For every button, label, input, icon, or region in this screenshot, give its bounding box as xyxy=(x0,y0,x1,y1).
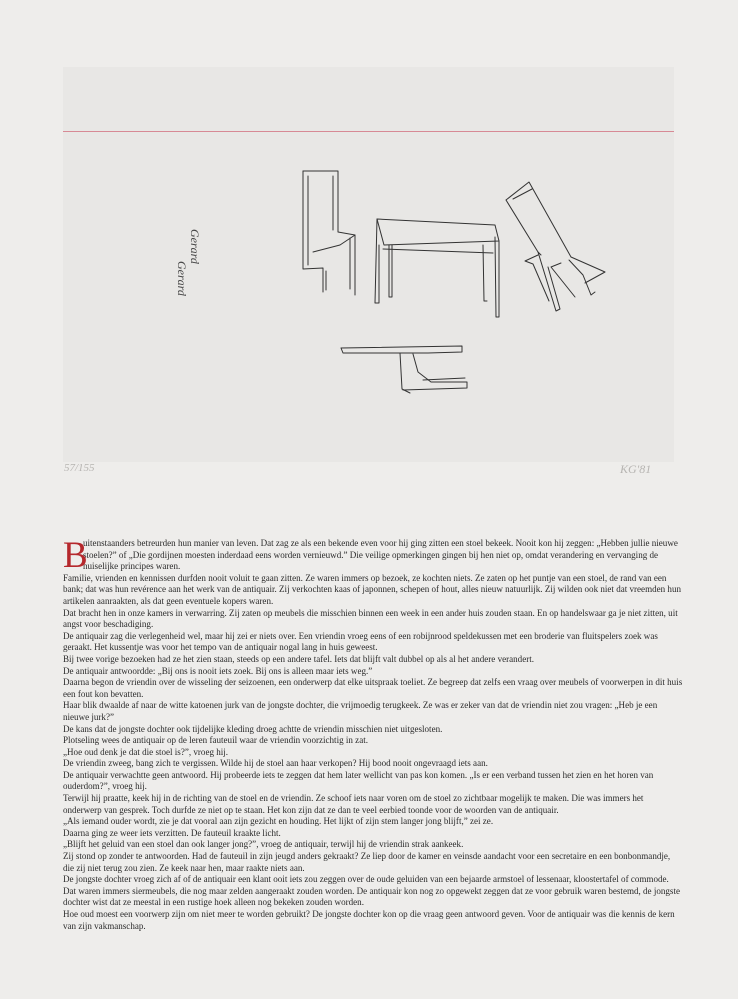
paragraph: Dat bracht hen in onze kamers in verwarring. Zij zaten op meubels die misschien binnen een week in een ander huis zouden staan. En op handelswaar ga je niet zitten, uit angst voor beschadiging. xyxy=(63,607,678,630)
handwriting xyxy=(175,229,202,297)
paragraph-text: uitenstaanders betreurden hun manier van leven. Dat zag ze als een bekende even voor hij ging zitten een stoel bekeek. Nooit kon hij zeggen: „Hebben jullie nieuwe stoelen?” of „Die gordijnen moesten inderdaad eens worden vernieuwd.” Die veilige opmerkingen gingen bij hen niet op, omdat verandering en vervanging de huiselijke principes waren. xyxy=(83,538,678,572)
edition-number: 57/155 xyxy=(64,462,95,474)
artist-signature: KG'81 xyxy=(620,462,652,476)
story-text xyxy=(63,535,683,932)
paragraph: „Hoe oud denk je dat die stoel is?”, vroeg hij. xyxy=(63,746,229,757)
paragraph: De antiquair verwachtte geen antwoord. Hij probeerde iets te zeggen dat hem later wellicht van pas kon komen. „Is er een verband tussen het zien en het horen van ouderdom?”, vroeg hij. xyxy=(63,769,654,792)
chair-lying xyxy=(341,346,467,393)
paragraph: Daarna ging ze weer iets verzitten. De fauteuil kraakte licht. xyxy=(63,827,281,838)
paragraph: „Als iemand ouder wordt, zie je dat vooral aan zijn gezicht en houding. Het lijkt of zijn stem langer jong blijft,” zei ze. xyxy=(63,816,494,827)
paragraph: Bij twee vorige bezoeken had ze het zien staan, steeds op een andere tafel. Iets dat blijft valt dubbel op als al het andere verandert. xyxy=(63,653,534,664)
paragraph: Dat waren immers siermeubels, die nog maar zelden aangeraakt zouden worden. De antiquair kon nog zo opgewekt zeggen dat ze voor gebruik waren bestemd, de jongste dochter wist dat ze meestal in een rustige hoek alleen nog bekeken zouden worden. xyxy=(63,885,680,908)
paragraph: Haar blik dwaalde af naar de witte katoenen jurk van de jongste dochter, die vrijmoedig terugkeek. Ze was er zeker van dat de vriendin niet zou vragen: „Heb je een nieuwe jurk?” xyxy=(63,700,658,722)
paragraph: De kans dat de jongste dochter ook tijdelijke kleding droeg achtte de vriendin misschien niet uitgesloten. xyxy=(63,723,443,734)
paragraph xyxy=(63,535,683,576)
handwriting-2: Gerard xyxy=(175,261,189,296)
paragraph: De jongste dochter vroeg zich af of de antiquair een klant ooit iets zou zeggen over de oude geluiden van een bejaarde armstoel of lessenaar, kloostertafel of commode. xyxy=(63,874,669,885)
handwriting-1: Gerard xyxy=(188,229,202,264)
paragraph: Hoe oud moest een voorwerp zijn om niet meer te worden gebruikt? De jongste dochter kon op die vraag geen antwoord geven. Voor de antiquair was die kennis de kern van zijn vakmanschap. xyxy=(63,909,675,931)
paragraph: Zij stond op zonder te antwoorden. Had de fauteuil in zijn jeugd anders gekraakt? Ze liep door de kamer en veinsde aandacht voor een secretaire en een bonbonmandje, die zij niet terug zou zien. Ze keek naar hen, maar raakte niets aan. xyxy=(63,851,671,873)
chair-tipped xyxy=(506,182,605,311)
paragraph: Daarna begon de vriendin over de wisseling der seizoenen, een onderwerp dat elke uitspraak toeliet. Ze begreep dat zelfs een vraag over meubels of voorwerpen in dit huis een fout kon bevatten. xyxy=(63,677,683,699)
paragraph: De antiquair antwoordde: „Bij ons is nooit iets zoek. Bij ons is alleen maar iets weg.” xyxy=(63,665,373,676)
paragraph: Plotseling wees de antiquair op de leren fauteuil waar de vriendin voorzichtig in zat. xyxy=(63,735,368,746)
paragraph: „Blijft het geluid van een stoel dan ook langer jong?”, vroeg de antiquair, terwijl hij de vriendin strak aankeek. xyxy=(63,839,464,850)
chair-left xyxy=(303,171,355,295)
table xyxy=(375,219,499,317)
paragraph: Terwijl hij praatte, keek hij in de richting van de stoel en de vriendin. Ze schoof iets naar voren om de stoel zo zichtbaar mogelijk te maken. Die was immers het onderwerp van gesprek. Toch durfde ze niet op te staan. Het kon zijn dat ze dan te veel eerbied toonde voor de woorden van de antiquair. xyxy=(63,793,644,815)
paragraph: De vriendin zweeg, bang zich te vergissen. Wilde hij de stoel aan haar verkopen? Hij bood nooit ongevraagd iets aan. xyxy=(63,758,488,769)
paragraph: Familie, vrienden en kennissen durfden nooit voluit te gaan zitten. Ze waren immers op bezoek, ze kochten niets. Ze zaten op het puntje van een stoel, de rand van een bank; dat was hun revérence aan het werk van de antiquair. Zij verkochten kaas of japonnen, schepen of hout, alles nieuw natuurlijk. Zij wilden ook niet dat vreemden hun artikelen aanraakten, als dat geen eventuele kopers waren. xyxy=(63,572,682,606)
drop-cap: B xyxy=(63,535,88,576)
furniture-drawing xyxy=(63,67,674,462)
paragraph: De antiquair zag die verlegenheid wel, maar hij zei er niets over. Een vriendin vroeg eens of een robijnrood speldekussen met een broderie van fluitspelers zoek was geraakt. Het kussentje was voor het tempo van de antiquair nogal lang in huis geweest. xyxy=(63,630,658,653)
